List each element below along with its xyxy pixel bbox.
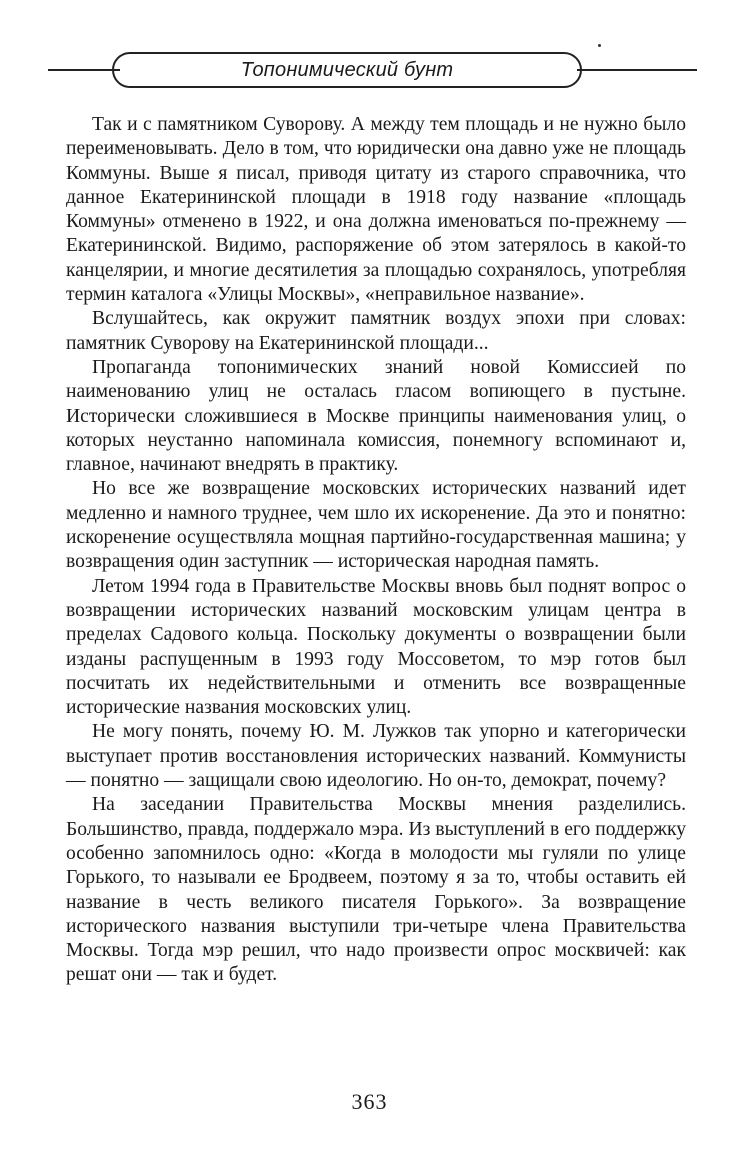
header-title: Топонимический бунт <box>240 59 454 81</box>
paragraph-3: Пропаганда топонимических знаний новой Комиссией по наименованию улиц не осталась гласом вопиющего в пустыне. Исторически сложившиеся в Москве принципы наименования улиц, о которых неустанно напоминала комиссия, понемногу вспоминают и, главное, начинают внедрять в практику. <box>66 356 686 476</box>
running-header <box>0 40 739 100</box>
header-rule-right <box>577 69 697 71</box>
page-number: 363 <box>351 1089 388 1114</box>
paragraph-4: Но все же возвращение московских исторических названий идет медленно и намного труднее, чем шло их искоренение. Да это и понятно: искоренение осуществляла мощная партийно-государственная машина; у возвращения один заступник — историческая народная память. <box>66 478 686 573</box>
body-text <box>66 113 686 988</box>
paragraph-1: Так и с памятником Суворову. А между тем площадь и не нужно было переименовывать. Дело в том, что юридически она давно уже не площадь Коммуны. Выше я писал, приводя цитату из старого справочника, что данное Екатерининской площади в 1918 году название «площадь Коммуны» отменено в 1922, и она должна именоваться по-прежнему — Екатерининской. Видимо, распоряжение об этом затерялось в какой-то канцелярии, и многие десятилетия за площадью сохранялось, употребляя термин каталога «Улицы Москвы», «неправильное название». <box>66 114 686 306</box>
print-speck <box>598 44 601 47</box>
paragraph-5: Летом 1994 года в Правительстве Москвы вновь был поднят вопрос о возвращении исторических названий московским улицам центра в пределах Садового кольца. Поскольку документы о возвращении были изданы распущенным в 1993 году Моссоветом, то мэр готов был посчитать их недействительными и отменить все возвращенные исторические названия московских улиц. <box>66 575 686 719</box>
paragraph-2: Вслушайтесь, как окружит памятник воздух эпохи при словах: памятник Суворову на Екатерининской площади... <box>66 308 686 354</box>
paragraph-6: Не могу понять, почему Ю. М. Лужков так упорно и категорически выступает против восстановления исторических названий. Коммунисты — понятно — защищали свою идеологию. Но он-то, демократ, почему? <box>66 721 686 792</box>
header-rule-left <box>48 69 120 71</box>
paragraph-7: На заседании Правительства Москвы мнения разделились. Большинство, правда, поддержало мэра. Из выступлений в его поддержку особенно запомнилось одно: «Когда в молодости мы гуляли по улице Горького, то называли ее Бродвеем, поэтому я за то, чтобы оставить ей название в честь великого писателя Горького». За возвращение исторического названия выступили три-четыре члена Правительства Москвы. Тогда мэр решил, что надо произвести опрос москвичей: как решат они — так и будет. <box>66 794 686 986</box>
